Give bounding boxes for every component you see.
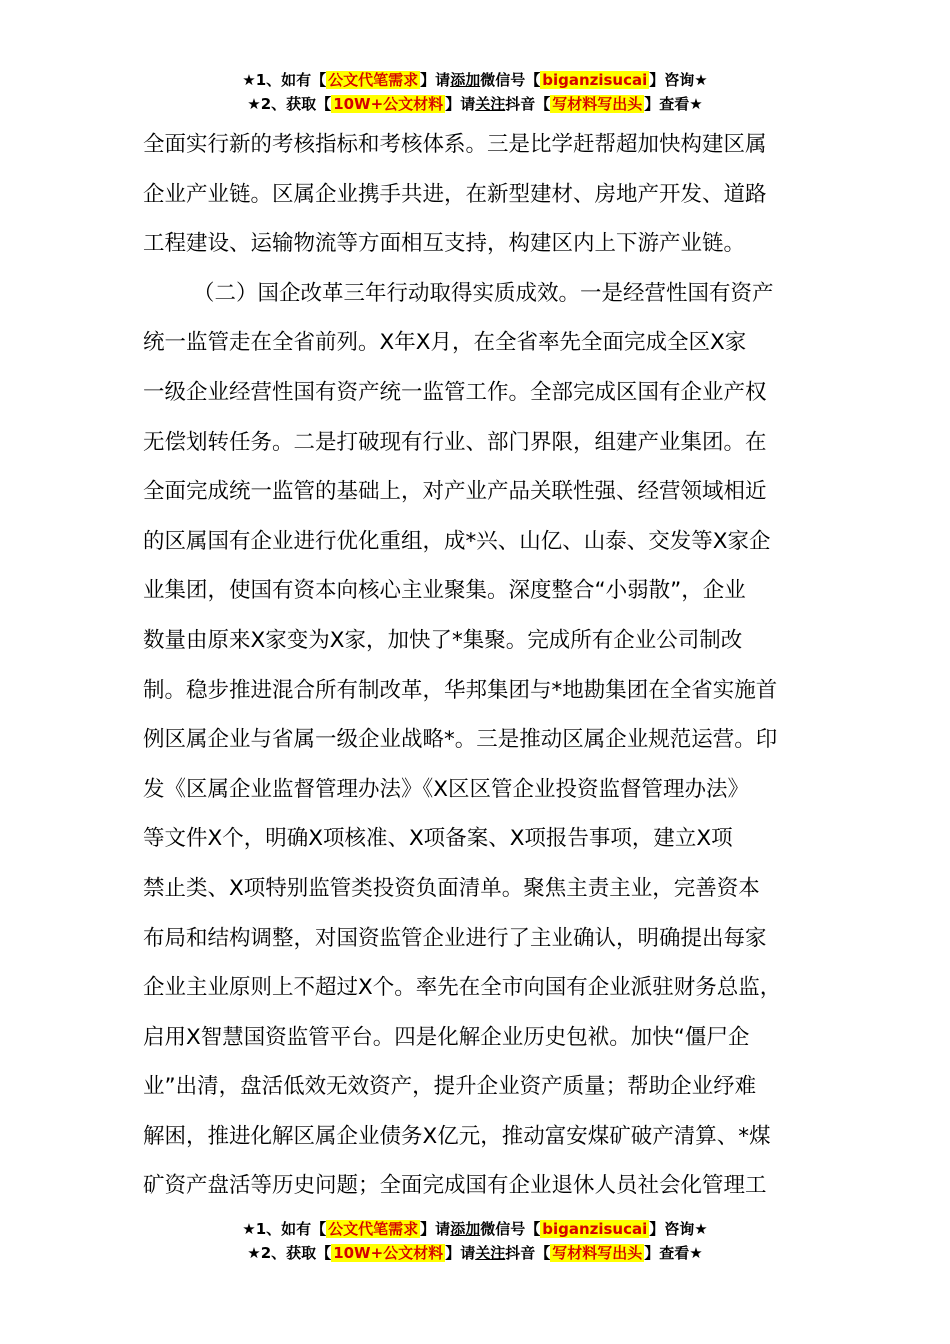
banner-text: 抖音【 [505, 95, 551, 113]
banner-underline: 关注 [475, 1244, 506, 1262]
text-line: 布局和结构调整，对国资监管企业进行了主业确认，明确提出每家 [143, 925, 767, 951]
banner-text: 】查看★ [644, 1244, 703, 1262]
text-line: 制。稳步推进混合所有制改革，华邦集团与*地勘集团在全省实施首 [143, 677, 778, 703]
banner-underline: 添加 [450, 71, 481, 89]
banner-text: 】咨询★ [649, 1220, 708, 1238]
banner-highlight: 公文代笔需求 [328, 71, 419, 89]
text-line: 企业主业原则上不超过X个。率先在全市向国有企业派驻财务总监， [143, 975, 782, 1001]
banner-text: 】请 [420, 71, 451, 89]
banner-underline: 关注 [475, 95, 506, 113]
banner-text: 抖音【 [505, 1244, 551, 1262]
text-line: 启用X智慧国资监管平台。四是化解企业历史包袱。加快“僵尸企 [143, 1024, 750, 1050]
banner-highlight: 公文代笔需求 [328, 1220, 419, 1238]
banner-text: ★2、获取【 [247, 1244, 332, 1262]
banner-highlight: 写材料写出头 [552, 1244, 643, 1262]
text-line: 矿资产盘活等历史问题；全面完成国有企业退休人员社会化管理工 [143, 1173, 767, 1199]
footer-banner [0, 1217, 950, 1265]
text-line: 例区属企业与省属一级企业战略*。三是推动区属企业规范运营。印 [143, 727, 778, 753]
banner-text: ★1、如有【 [242, 1220, 327, 1238]
banner-highlight: biganzisucai [542, 71, 648, 89]
banner-line-1 [0, 1217, 950, 1241]
document-body [143, 120, 811, 1211]
text-line: 业集团，使国有资本向核心主业聚集。深度整合“小弱散”，企业 [143, 578, 746, 604]
banner-text: ★1、如有【 [242, 71, 327, 89]
banner-text: 微信号【 [480, 1220, 541, 1238]
banner-text: 】查看★ [644, 95, 703, 113]
banner-line-1 [0, 68, 950, 92]
banner-text: 】请 [445, 95, 476, 113]
text-line: 的区属国有企业进行优化重组，成*兴、山亿、山泰、交发等X家企 [143, 528, 771, 554]
banner-text: 微信号【 [480, 71, 541, 89]
text-line: 禁止类、X项特别监管类投资负面清单。聚焦主责主业，完善资本 [143, 875, 760, 901]
banner-text: 】咨询★ [649, 71, 708, 89]
banner-underline: 添加 [450, 1220, 481, 1238]
text-line: 全面实行新的考核指标和考核体系。三是比学赶帮超加快构建区属 [143, 132, 767, 157]
text-line: 无偿划转任务。二是打破现有行业、部门界限，组建产业集团。在 [143, 429, 767, 455]
text-line: 业”出清，盘活低效无效资产，提升企业资产质量；帮助企业纾难 [143, 1074, 757, 1100]
text-line: 统一监管走在全省前列。X年X月，在全省率先全面完成全区X家 [143, 330, 747, 356]
banner-line-2 [0, 1241, 950, 1265]
text-line: （二）国企改革三年行动取得实质成效。一是经营性国有资产 [193, 280, 774, 306]
text-line: 解困，推进化解区属企业债务X亿元，推动富安煤矿破产清算、*煤 [143, 1123, 771, 1149]
banner-text: 】请 [445, 1244, 476, 1262]
banner-highlight: 10W+公文材料 [333, 1244, 444, 1262]
text-line: 全面完成统一监管的基础上，对产业产品关联性强、经营领域相近 [143, 479, 767, 505]
text-line: 工程建设、运输物流等方面相互支持，构建区内上下游产业链。 [143, 231, 746, 257]
text-line: 等文件X个，明确X项核准、X项备案、X项报告事项，建立X项 [143, 826, 733, 852]
banner-highlight: biganzisucai [542, 1220, 648, 1238]
banner-text: ★2、获取【 [247, 95, 332, 113]
banner-highlight: 10W+公文材料 [333, 95, 444, 113]
text-line: 一级企业经营性国有资产统一监管工作。全部完成区国有企业产权 [143, 379, 767, 405]
text-line: 数量由原来X家变为X家，加快了*集聚。完成所有企业公司制改 [143, 627, 743, 653]
text-line: 发《区属企业监督管理办法》《X区区管企业投资监督管理办法》 [143, 776, 749, 802]
header-banner [0, 68, 950, 116]
banner-line-2 [0, 92, 950, 116]
banner-text: 】请 [420, 1220, 451, 1238]
banner-highlight: 写材料写出头 [552, 95, 643, 113]
text-line: 企业产业链。区属企业携手共进，在新型建材、房地产开发、道路 [143, 181, 767, 207]
